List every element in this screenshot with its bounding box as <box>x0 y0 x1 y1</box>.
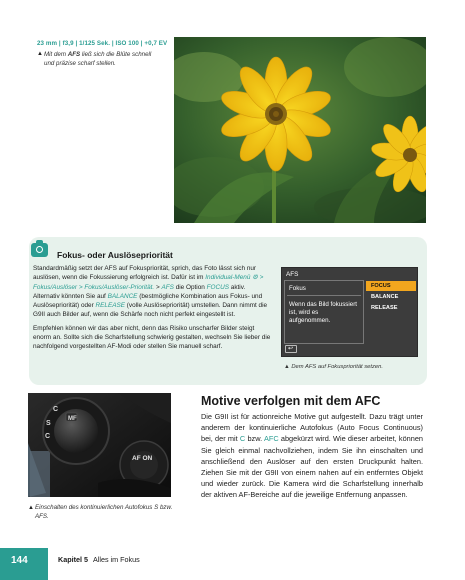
dial-label-s: S <box>46 420 51 427</box>
menu-caption: ▲ Dem AFS auf Fokuspriorität setzen. <box>284 364 383 370</box>
photo-caption-text: ▲ Mit dem AFS ließ sich die Blüte schnell und präzise scharf stellen. <box>37 51 152 67</box>
camera-menu-label: Fokus <box>289 285 306 292</box>
photo-caption <box>37 40 168 68</box>
camera-menu-description: Wenn das Bild fokussiert ist, wird es aufgenommen. <box>289 301 357 325</box>
dial-label-mf: MF <box>68 416 77 422</box>
triangle-marker-icon: ▲ <box>37 51 43 57</box>
chapter-footer: Kapitel 5 Alles im Fokus <box>58 555 140 564</box>
dial-caption: ▲ Einschalten des kontinuierlichen Autofokus S bzw. AFS. <box>28 504 173 520</box>
camera-menu-screen <box>281 267 418 357</box>
menu-option-release[interactable]: RELEASE <box>371 305 398 311</box>
menu-option-focus[interactable]: FOCUS <box>366 281 416 291</box>
info-paragraph-2: Empfehlen können wir das aber nicht, denn das Risiko unscharfer Bilder steigt enorm an. Sollte sich die Scharfstellung schwierig gestalten, wechseln Sie lieber die nachfolgend vorgestellten AF-Modi oder stellen Sie manuell scharf. <box>33 324 271 351</box>
back-icon[interactable]: ↩ <box>285 345 297 353</box>
camera-menu-divider <box>287 295 361 296</box>
exposure-meta: 23 mm | f3,9 | 1/125 Sek. | ISO 100 | +0,7 EV <box>37 40 168 47</box>
flower-photo <box>174 37 426 223</box>
page-number: 144 <box>11 555 28 566</box>
article-heading: Motive verfolgen mit dem AFC <box>201 394 381 408</box>
dial-label-c-top: C <box>53 406 59 413</box>
camera-menu-panel <box>284 280 364 344</box>
info-paragraph-1: Standardmäßig setzt der AFS auf Fokuspriorität, sprich, das Foto lässt sich nur auslösen, wenn die Fokussierung erfolgreich ist. Dafür ist im Individual-Menü ⚙ > Fokus/Auslöser > Fokus/Auslöser-Priorität. > AFS die Option FOCUS aktiv. Alternativ könnten Sie auf BALANCE (bestmögliche Kombination aus Fokus- und Auslösepriorität) oder RELEASE (volle Auslösepriorität) umstellen. Dann nimmt die G9II auch Bilder auf, wenn die Schärfe noch nicht perfekt eingestellt ist. <box>33 265 268 319</box>
menu-option-balance[interactable]: BALANCE <box>371 294 399 300</box>
article-body: Die G9II ist für actionreiche Motive gut aufgestellt. Dazu trägt unter anderem der kontinuierliche Autofokus (Auto Focus Continuous) bei, der mit C bzw. AFC abgekürzt wird. Wie dieser arbeitet, können Sie gleich einmal nachvollziehen, indem Sie ihn einschalten und anschließend den Auslöser auf den ersten Druckpunkt halten. Ziehen Sie mit der G9II von einem nahen auf ein entferntes Objekt und wieder zurück. Die Kamera wird die Scharfstellung innerhalb der aktiven AF-Bereiche auf die jeweilige Entfernung anpassen. <box>201 412 423 500</box>
camera-menu-title: AFS <box>286 271 299 278</box>
info-box-heading: Fokus- oder Auslösepriorität <box>57 250 173 260</box>
page-number-tab <box>0 548 48 580</box>
camera-dial-photo <box>28 393 171 497</box>
dial-label-c-bottom: C <box>45 433 51 440</box>
af-on-label: AF ON <box>132 455 153 462</box>
info-box-body <box>33 264 273 352</box>
camera-icon <box>31 243 48 257</box>
triangle-marker-icon: ▲ <box>28 505 34 511</box>
